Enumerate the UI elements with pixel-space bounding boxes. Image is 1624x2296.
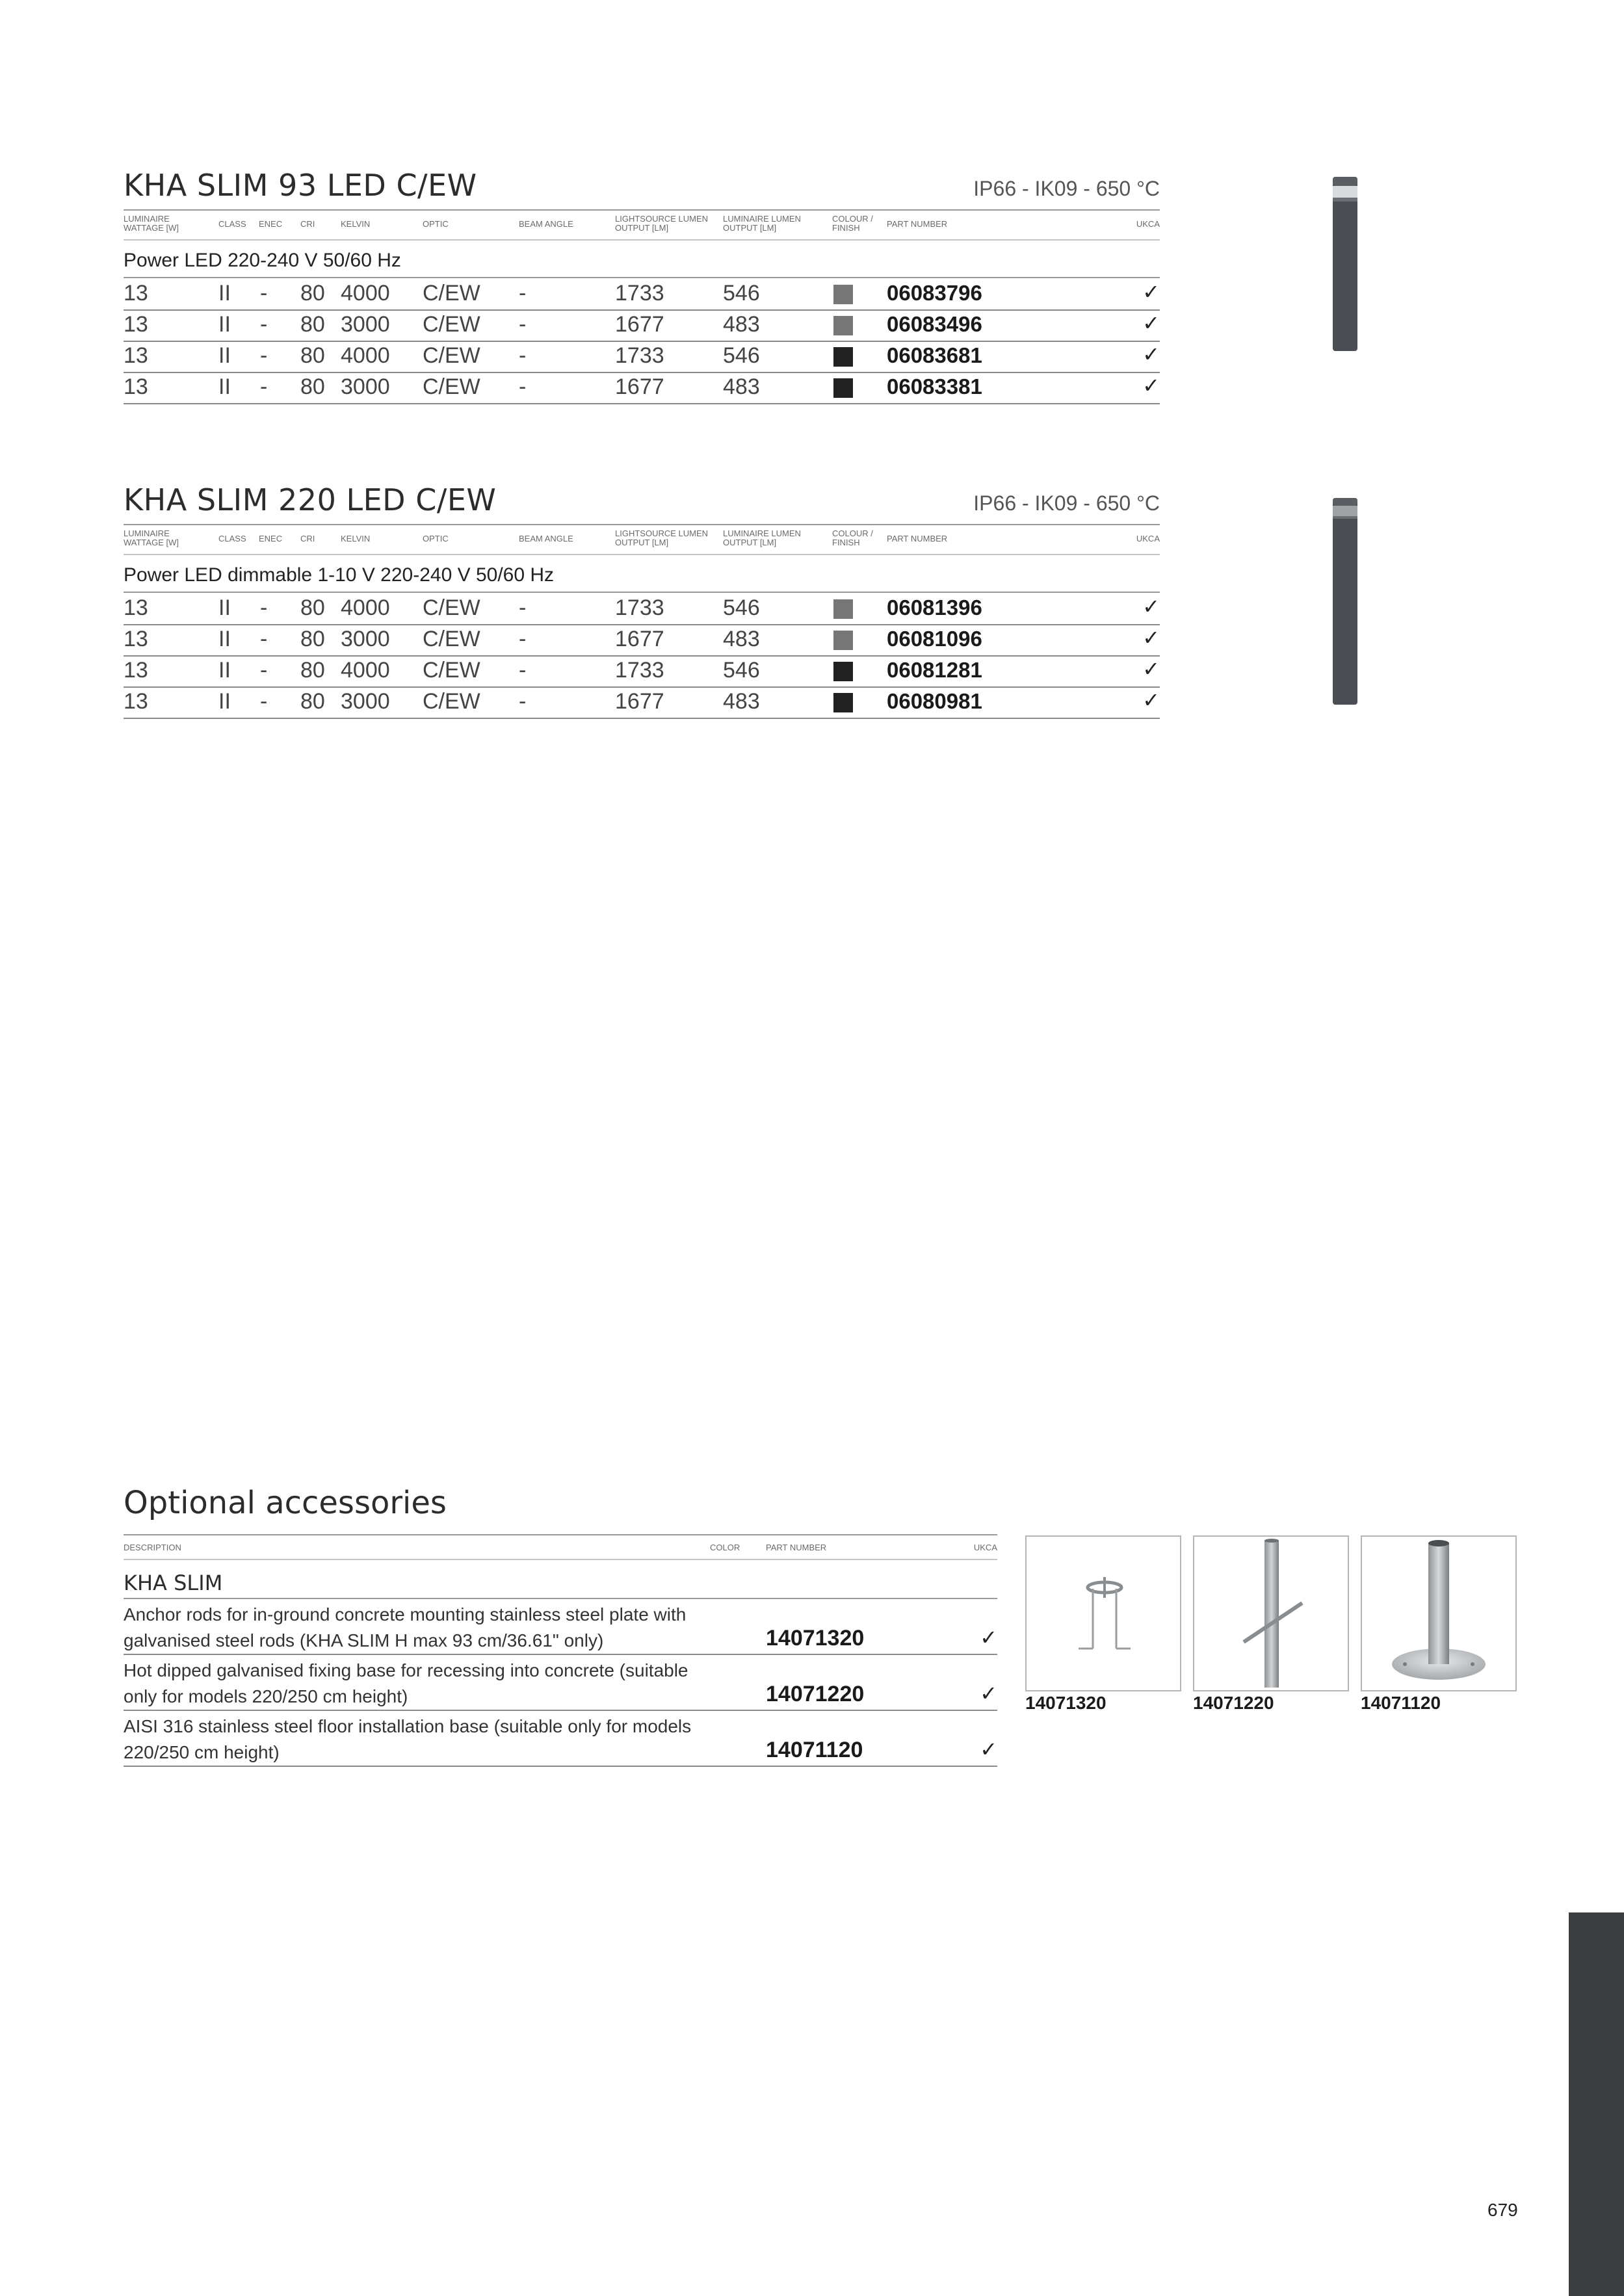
col-kelvin: KELVIN: [341, 219, 371, 229]
header-bottom-line: [124, 554, 1160, 555]
bollard-220-image: [1329, 498, 1363, 706]
cell-lum: 546: [723, 343, 760, 368]
table-row: [124, 341, 1160, 373]
acc-col-ukca: UKCA: [973, 1543, 997, 1552]
cell-cls: II: [218, 595, 231, 620]
cell-beam: -: [519, 627, 527, 651]
ukca-check-icon: ✓: [1142, 688, 1160, 712]
cell-enec: -: [260, 689, 268, 714]
cell-lum: 483: [723, 312, 760, 337]
page-number: 679: [1487, 2200, 1518, 2220]
cell-ls: 1677: [615, 627, 664, 651]
bollard-93-image: [1329, 177, 1363, 352]
cell-beam: -: [519, 595, 527, 620]
accessories-title: Optional accessories: [124, 1485, 447, 1521]
cell-w: 13: [124, 374, 148, 399]
col-class: CLASS: [218, 534, 246, 543]
cell-pn: 06081281: [887, 658, 982, 682]
cell-beam: -: [519, 312, 527, 337]
acc-header-bottom-line: [124, 1559, 997, 1560]
cell-w: 13: [124, 658, 148, 683]
column-header-row: [124, 215, 1160, 238]
product-title: KHA SLIM 93 LED C/EW: [124, 168, 477, 203]
col-ukca: UKCA: [1136, 534, 1160, 543]
col-beam: BEAM ANGLE: [519, 534, 573, 543]
cell-cls: II: [218, 374, 231, 399]
finish-swatch: [833, 378, 853, 398]
cell-beam: -: [519, 281, 527, 306]
product-kha-slim-220: [124, 482, 1160, 723]
cell-k: 3000: [341, 627, 390, 651]
accessory-part-number: 14071120: [766, 1738, 863, 1762]
col-ukca: UKCA: [1136, 219, 1160, 229]
acc-col-color: COLOR: [710, 1543, 740, 1552]
col-cri: CRI: [300, 219, 315, 229]
cell-k: 3000: [341, 689, 390, 714]
fixing-base-icon: [1194, 1537, 1348, 1690]
cell-beam: -: [519, 374, 527, 399]
table-row: [124, 624, 1160, 657]
accessory-row: [124, 1599, 997, 1655]
column-header-row: [124, 529, 1160, 553]
floor-base-icon: [1362, 1537, 1515, 1690]
cell-w: 13: [124, 595, 148, 620]
cell-beam: -: [519, 343, 527, 368]
cell-lum: 483: [723, 689, 760, 714]
cell-ls: 1733: [615, 343, 664, 368]
cell-cri: 80: [300, 343, 325, 368]
table-row: [124, 655, 1160, 688]
product-kha-slim-93: [124, 168, 1160, 408]
cell-cls: II: [218, 689, 231, 714]
cell-beam: -: [519, 658, 527, 683]
col-class: CLASS: [218, 219, 246, 229]
cell-lum: 546: [723, 658, 760, 683]
col-part-number: PART NUMBER: [887, 219, 948, 229]
table-row: [124, 278, 1160, 311]
ukca-check-icon: ✓: [980, 1681, 997, 1706]
accessory-part-number: 14071320: [766, 1626, 865, 1650]
cell-optic: C/EW: [423, 343, 480, 368]
cell-lum: 483: [723, 374, 760, 399]
col-colour: COLOUR / FINISH: [832, 214, 873, 233]
table-row: [124, 686, 1160, 719]
cell-w: 13: [124, 281, 148, 306]
section-label: Power LED 220-240 V 50/60 Hz: [124, 250, 401, 271]
cell-k: 4000: [341, 658, 390, 683]
finish-swatch: [833, 347, 853, 367]
col-enec: ENEC: [259, 534, 283, 543]
cell-w: 13: [124, 627, 148, 651]
cell-pn: 06081096: [887, 627, 982, 651]
col-wattage: LUMINAIRE WATTAGE [W]: [124, 528, 179, 547]
ukca-check-icon: ✓: [1142, 373, 1160, 398]
table-row: [124, 372, 1160, 404]
acc-header-top-line: [124, 1534, 997, 1535]
cell-beam: -: [519, 689, 527, 714]
thumb-label-1: 14071320: [1025, 1693, 1107, 1713]
cell-cri: 80: [300, 658, 325, 683]
ukca-check-icon: ✓: [1142, 657, 1160, 681]
chapter-side-tab: [1569, 1912, 1624, 2296]
col-ls-lumen: LIGHTSOURCE LUMEN OUTPUT [LM]: [615, 214, 709, 233]
cell-cri: 80: [300, 374, 325, 399]
header-top-line: [124, 524, 1160, 525]
cell-lum: 483: [723, 627, 760, 651]
cell-ls: 1733: [615, 595, 664, 620]
finish-swatch: [833, 599, 853, 619]
cell-ls: 1733: [615, 281, 664, 306]
col-lum-lumen: LUMINAIRE LUMEN OUTPUT [LM]: [723, 214, 801, 233]
cell-k: 3000: [341, 312, 390, 337]
table-row: [124, 593, 1160, 625]
cell-cri: 80: [300, 281, 325, 306]
col-colour: COLOUR / FINISH: [832, 528, 873, 547]
product-rating: IP66 - IK09 - 650 °C: [973, 491, 1160, 515]
col-lum-lumen: LUMINAIRE LUMEN OUTPUT [LM]: [723, 528, 801, 547]
ukca-check-icon: ✓: [1142, 594, 1160, 619]
finish-swatch: [833, 316, 853, 335]
header-bottom-line: [124, 239, 1160, 241]
col-kelvin: KELVIN: [341, 534, 371, 543]
cell-ls: 1677: [615, 689, 664, 714]
cell-cri: 80: [300, 595, 325, 620]
cell-optic: C/EW: [423, 627, 480, 651]
finish-swatch: [833, 285, 853, 304]
cell-lum: 546: [723, 595, 760, 620]
thumb-label-2: 14071220: [1193, 1693, 1274, 1713]
col-optic: OPTIC: [423, 219, 449, 229]
cell-enec: -: [260, 374, 268, 399]
table-row: [124, 309, 1160, 342]
cell-cls: II: [218, 343, 231, 368]
finish-swatch: [833, 693, 853, 712]
col-cri: CRI: [300, 534, 315, 543]
ukca-check-icon: ✓: [1142, 311, 1160, 335]
ukca-check-icon: ✓: [980, 1737, 997, 1762]
cell-pn: 06081396: [887, 595, 982, 620]
accessory-part-number: 14071220: [766, 1682, 865, 1706]
cell-pn: 06083496: [887, 312, 982, 336]
cell-cls: II: [218, 312, 231, 337]
cell-w: 13: [124, 689, 148, 714]
col-enec: ENEC: [259, 219, 283, 229]
ukca-check-icon: ✓: [1142, 342, 1160, 367]
cell-w: 13: [124, 312, 148, 337]
cell-enec: -: [260, 312, 268, 337]
section-label: Power LED dimmable 1-10 V 220-240 V 50/60 Hz: [124, 564, 555, 586]
acc-col-part-number: PART NUMBER: [766, 1543, 827, 1552]
cell-k: 4000: [341, 281, 390, 306]
col-beam: BEAM ANGLE: [519, 219, 573, 229]
accessory-row: [124, 1655, 997, 1711]
thumb-anchor-rods: [1025, 1535, 1181, 1691]
cell-cls: II: [218, 281, 231, 306]
ukca-check-icon: ✓: [1142, 280, 1160, 304]
finish-swatch: [833, 631, 853, 650]
cell-optic: C/EW: [423, 374, 480, 399]
header-top-line: [124, 209, 1160, 211]
cell-optic: C/EW: [423, 689, 480, 714]
cell-cri: 80: [300, 312, 325, 337]
col-ls-lumen: LIGHTSOURCE LUMEN OUTPUT [LM]: [615, 528, 709, 547]
cell-pn: 06080981: [887, 689, 982, 713]
accessory-description: Hot dipped galvanised fixing base for recessing into concrete (suitable only for models 220/250 cm height): [124, 1660, 688, 1706]
anchor-rods-icon: [1027, 1537, 1180, 1690]
cell-ls: 1677: [615, 374, 664, 399]
ukca-check-icon: ✓: [1142, 625, 1160, 650]
cell-ls: 1677: [615, 312, 664, 337]
accessory-row: [124, 1711, 997, 1767]
cell-pn: 06083681: [887, 343, 982, 367]
col-optic: OPTIC: [423, 534, 449, 543]
accessory-description: Anchor rods for in-ground concrete mounting stainless steel plate with galvanised steel rods (KHA SLIM H max 93 cm/36.61" only): [124, 1604, 687, 1650]
cell-optic: C/EW: [423, 658, 480, 683]
cell-k: 3000: [341, 374, 390, 399]
cell-enec: -: [260, 627, 268, 651]
cell-enec: -: [260, 658, 268, 683]
finish-swatch: [833, 662, 853, 681]
thumb-floor-base: [1361, 1535, 1517, 1691]
product-title: KHA SLIM 220 LED C/EW: [124, 482, 497, 517]
col-part-number: PART NUMBER: [887, 534, 948, 543]
cell-enec: -: [260, 595, 268, 620]
product-rating: IP66 - IK09 - 650 °C: [973, 177, 1160, 200]
thumb-label-3: 14071120: [1361, 1693, 1441, 1713]
thumb-fixing-base: [1193, 1535, 1349, 1691]
cell-optic: C/EW: [423, 312, 480, 337]
cell-k: 4000: [341, 343, 390, 368]
cell-k: 4000: [341, 595, 390, 620]
acc-group-label: KHA SLIM: [124, 1571, 223, 1595]
cell-enec: -: [260, 343, 268, 368]
cell-cri: 80: [300, 689, 325, 714]
cell-cls: II: [218, 627, 231, 651]
cell-cri: 80: [300, 627, 325, 651]
col-wattage: LUMINAIRE WATTAGE [W]: [124, 214, 179, 233]
cell-pn: 06083381: [887, 374, 982, 398]
ukca-check-icon: ✓: [980, 1625, 997, 1650]
accessory-description: AISI 316 stainless steel floor installation base (suitable only for models 220/250 cm height): [124, 1716, 692, 1762]
cell-optic: C/EW: [423, 281, 480, 306]
acc-col-description: DESCRIPTION: [124, 1543, 181, 1552]
cell-cls: II: [218, 658, 231, 683]
cell-ls: 1733: [615, 658, 664, 683]
cell-optic: C/EW: [423, 595, 480, 620]
cell-w: 13: [124, 343, 148, 368]
cell-enec: -: [260, 281, 268, 306]
cell-pn: 06083796: [887, 281, 982, 305]
cell-lum: 546: [723, 281, 760, 306]
